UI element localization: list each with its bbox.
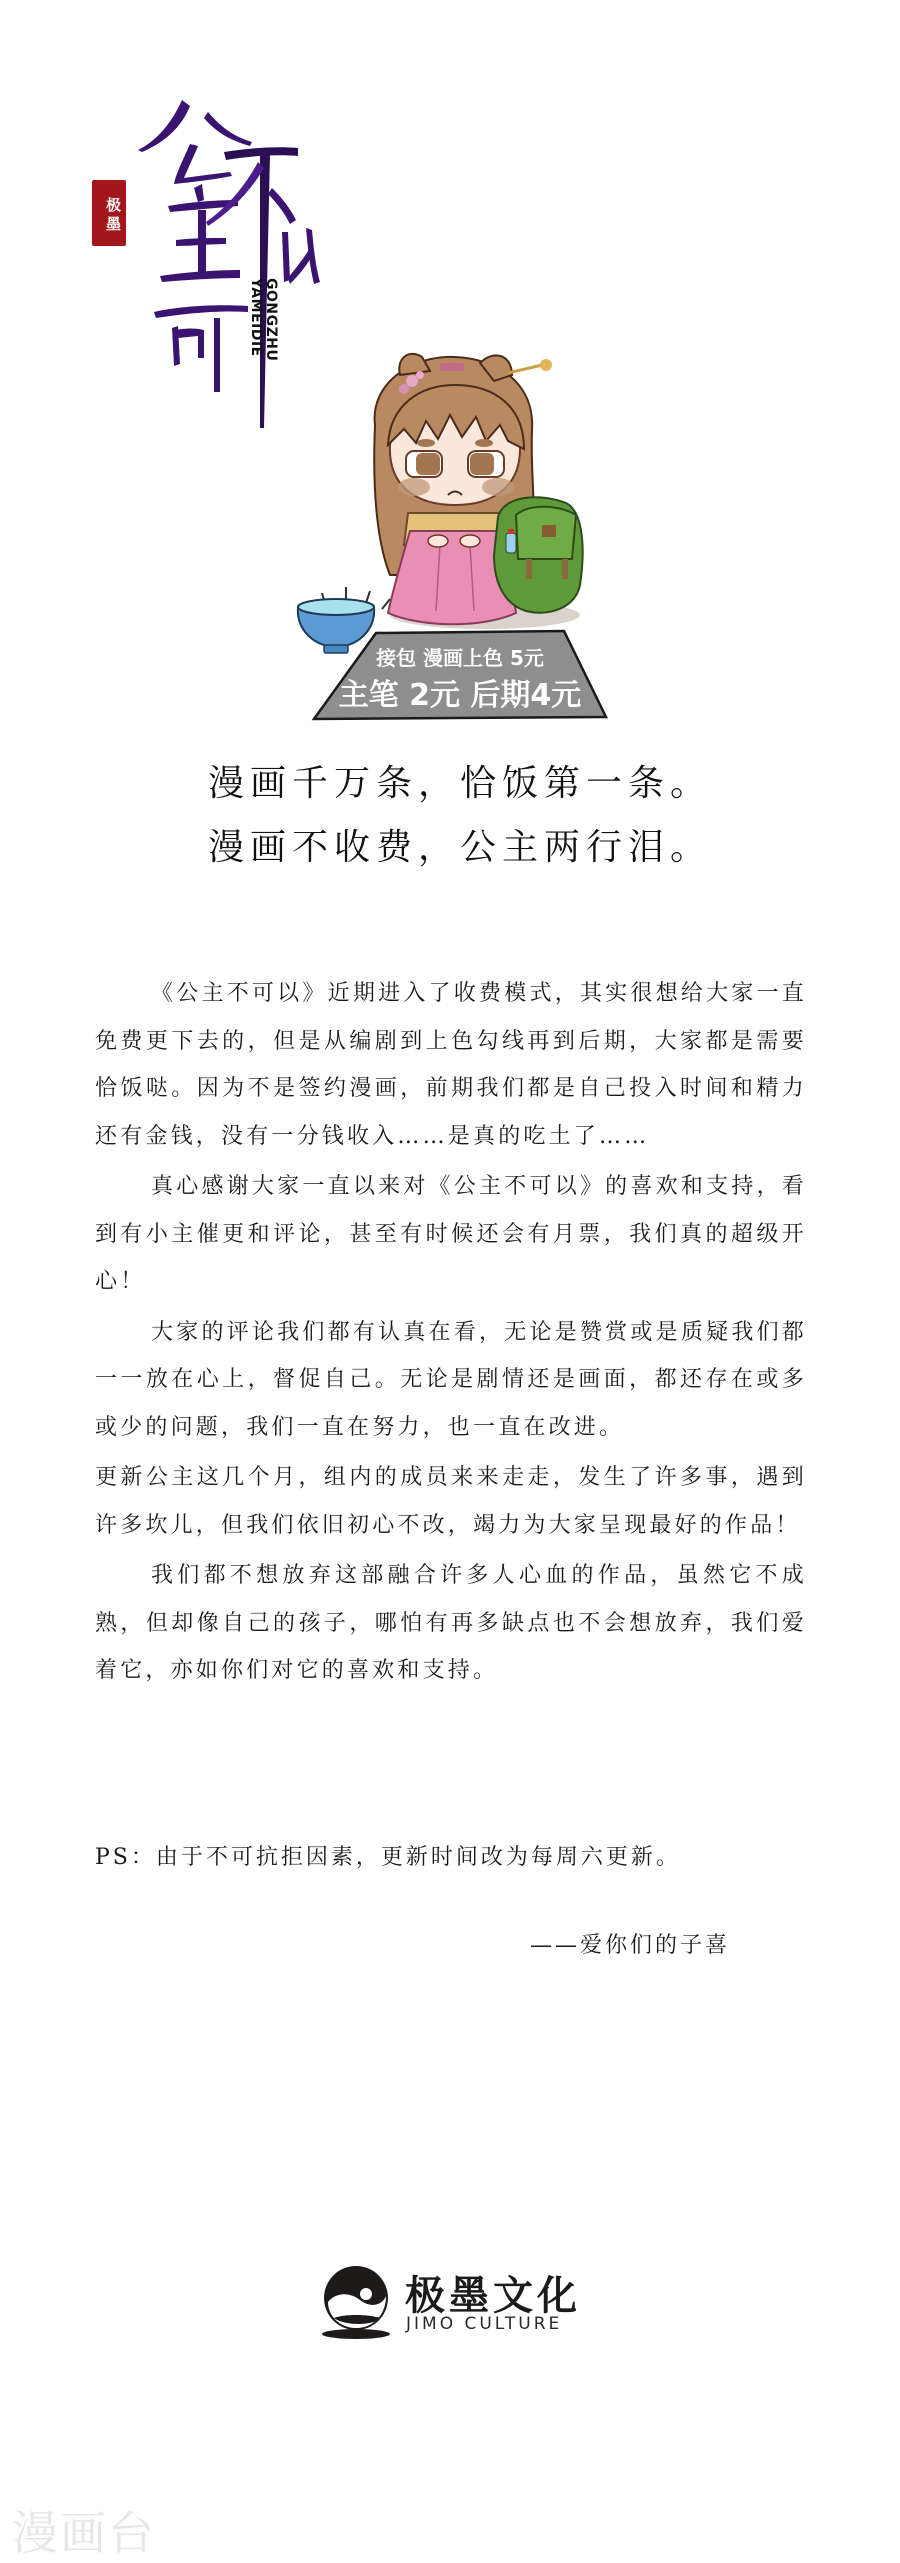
publisher-name-en: JIMO CULTURE	[406, 2314, 563, 2334]
illustration-art-icon	[280, 345, 630, 735]
publisher-logo	[320, 2262, 590, 2342]
publisher-seal: 极墨	[92, 180, 126, 246]
yin-yang-ink-icon	[320, 2262, 400, 2342]
poem-line-2: 漫画不收费，公主两行泪。	[207, 827, 712, 868]
letter-paragraph: 我们都不想放弃这部融合许多人心血的作品，虽然它不成熟，但却像自己的孩子，哪怕有再多缺点也不会想放弃，我们爱着它，亦如你们对它的喜欢和支持。	[95, 1563, 807, 1683]
poem-line-1: 漫画千万条，恰饭第一条。	[207, 763, 712, 804]
mat-text-line2: 主笔 2元 后期4元	[338, 678, 582, 713]
letter-paragraph: 真心感谢大家一直以来对《公主不可以》的喜欢和支持，看到有小主催更和评论，甚至有时候还会有月票，我们真的超级开心！	[95, 1174, 807, 1294]
title-romanized-line2: YAMEIDIE	[248, 278, 264, 357]
letter-paragraph: 更新公主这几个月，组内的成员来来走走，发生了许多事，遇到许多坎儿，但我们依旧初心不改，竭力为大家呈现最好的作品！	[95, 1465, 807, 1538]
postscript-note: PS：由于不可抗拒因素，更新时间改为每周六更新。	[95, 1845, 681, 1870]
letter-paragraph: 《公主不可以》近期进入了收费模式，其实很想给大家一直免费更下去的，但是从编剧到上色勾线再到后期，大家都是需要恰饭哒。因为不是签约漫画，前期我们都是自己投入时间和精力还有金钱，没有一分钱收入……是真的吃土了……	[95, 981, 807, 1149]
letter-paragraph: 大家的评论我们都有认真在看，无论是赞赏或是质疑我们都一一放在心上，督促自己。无论是剧情还是画面，都还存在或多或少的问题，我们一直在努力，也一直在改进。	[95, 1319, 807, 1440]
author-letter	[95, 970, 807, 1698]
letter-signature: ——爱你们的子喜	[530, 1933, 731, 1958]
title-romanized-line1: GONGZHU	[263, 278, 279, 362]
platform-watermark: 漫画台	[12, 2506, 156, 2560]
poem	[0, 752, 900, 880]
title-romanized	[248, 278, 278, 361]
mat-text-line1: 接包 漫画上色 5元	[376, 646, 544, 670]
publisher-name-cn: 极墨文化	[405, 2273, 581, 2319]
chibi-princess-illustration	[280, 345, 630, 735]
